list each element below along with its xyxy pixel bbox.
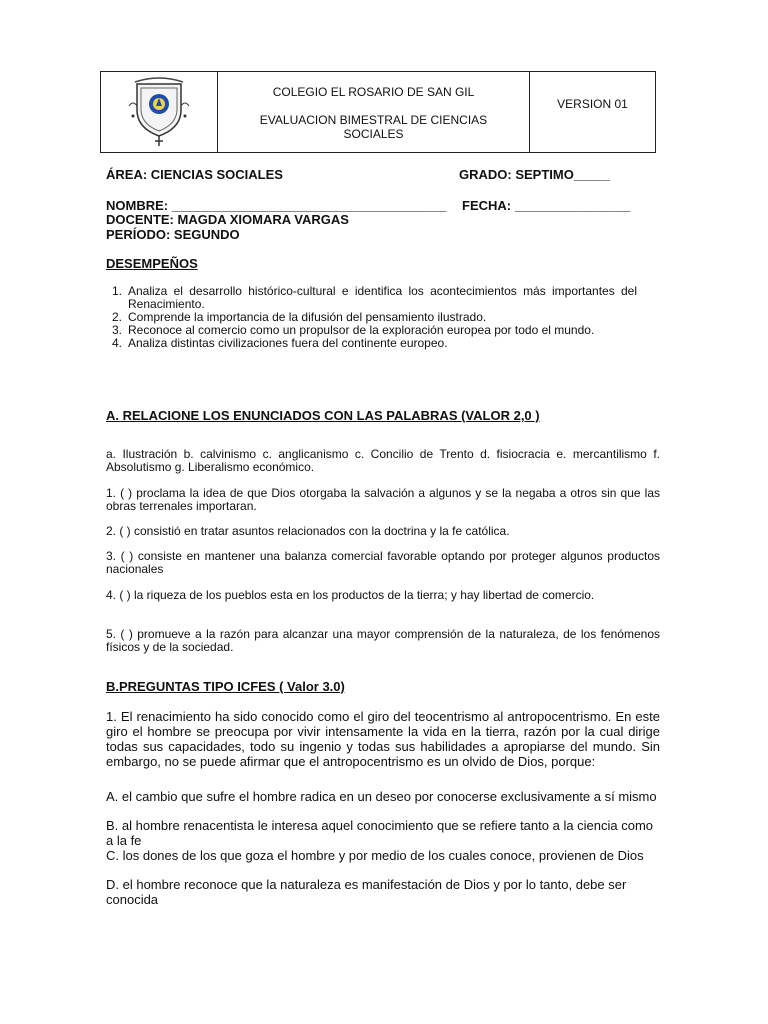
answer-option-d: D. el hombre reconoce que la naturaleza es manifestación de Dios y por lo tanto, debe ser conocida (106, 877, 627, 907)
grado-label: GRADO: SEPTIMO_____ (459, 167, 610, 182)
matching-item-3: 3. ( ) consiste en mantener una balanza comercial favorable optando por proteger algunos productos nacionales (106, 549, 660, 576)
list-item: 3. Reconoce al comercio como un propulsor de la exploración europea por todo el mundo. (111, 323, 595, 337)
matching-item-4: 4. ( ) la riqueza de los pueblos esta en los productos de la tierra; y hay libertad de comercio. (106, 588, 595, 602)
area-label: ÁREA: CIENCIAS SOCIALES (106, 167, 283, 182)
version-label: VERSION 01 (557, 97, 628, 111)
answer-option-c: C. los dones de los que goza el hombre y por medio de los cuales conoce, provienen de Dios (106, 848, 644, 863)
icfes-question: 1. El renacimiento ha sido conocido como el giro del teocentrismo al antropocentrismo. En este giro el hombre se preocupa por vivir intensamente la vida en la tierra, razón por la cual dirige todas sus capacidades, todo su ingenio y todas sus habilidades a apropiarse del mundo. Sin embargo, no se puede afirmar que el antropocentrismo es un olvido de Dios, porque: (106, 709, 660, 769)
matching-item-2: 2. ( ) consistió en tratar asuntos relacionados con la doctrina y la fe católica. (106, 524, 510, 538)
answer-option-a: A. el cambio que sufre el hombre radica en un deseo por conocerse exclusivamente a sí mismo (106, 789, 657, 804)
desempenos-title: DESEMPEÑOS (106, 256, 198, 271)
periodo-label: PERÍODO: SEGUNDO (106, 227, 240, 242)
desempenos-list (0, 285, 637, 350)
section-b-title: B.PREGUNTAS TIPO ICFES ( Valor 3.0) (106, 679, 345, 694)
list-item: 4. Analiza distintas civilizaciones fuera del continente europeo. (111, 336, 448, 350)
section-a-options: a. Ilustración b. calvinismo c. anglicanismo c. Concilio de Trento d. fisiocracia e. mercantilismo f. Absolutismo g. Liberalismo económico. (106, 447, 660, 474)
header-title-cell (218, 72, 530, 152)
school-name: COLEGIO EL ROSARIO DE SAN GIL (272, 85, 475, 99)
answer-option-b: B. al hombre renacentista le interesa aquel conocimiento que se refiere tanto a la ciencia como a la fe (106, 818, 654, 848)
header-table (100, 71, 656, 153)
school-crest-icon (127, 76, 191, 148)
matching-item-1: 1. ( ) proclama la idea de que Dios otorgaba la salvación a algunos y se la negaba a otros sin que las obras terrenales importaran. (106, 486, 660, 513)
school-logo (101, 72, 218, 152)
list-item: 2. Comprende la importancia de la difusión del pensamiento ilustrado. (111, 310, 487, 324)
section-a-title: A. RELACIONE LOS ENUNCIADOS CON LAS PALABRAS (VALOR 2,0 ) (106, 408, 540, 423)
fecha-field: FECHA: ________________ (462, 198, 631, 213)
exam-title: EVALUACION BIMESTRAL DE CIENCIAS SOCIALES (259, 113, 488, 141)
matching-item-5: 5. ( ) promueve a la razón para alcanzar una mayor comprensión de la naturaleza, de los fenómenos físicos y de la sociedad. (106, 627, 660, 654)
docente-label: DOCENTE: MAGDA XIOMARA VARGAS (106, 212, 349, 227)
nombre-field: NOMBRE: ______________________________________ (106, 198, 447, 213)
list-item: 1. Analiza el desarrollo histórico-cultural e identifica los acontecimientos más importantes del Renacimiento. (111, 284, 637, 311)
